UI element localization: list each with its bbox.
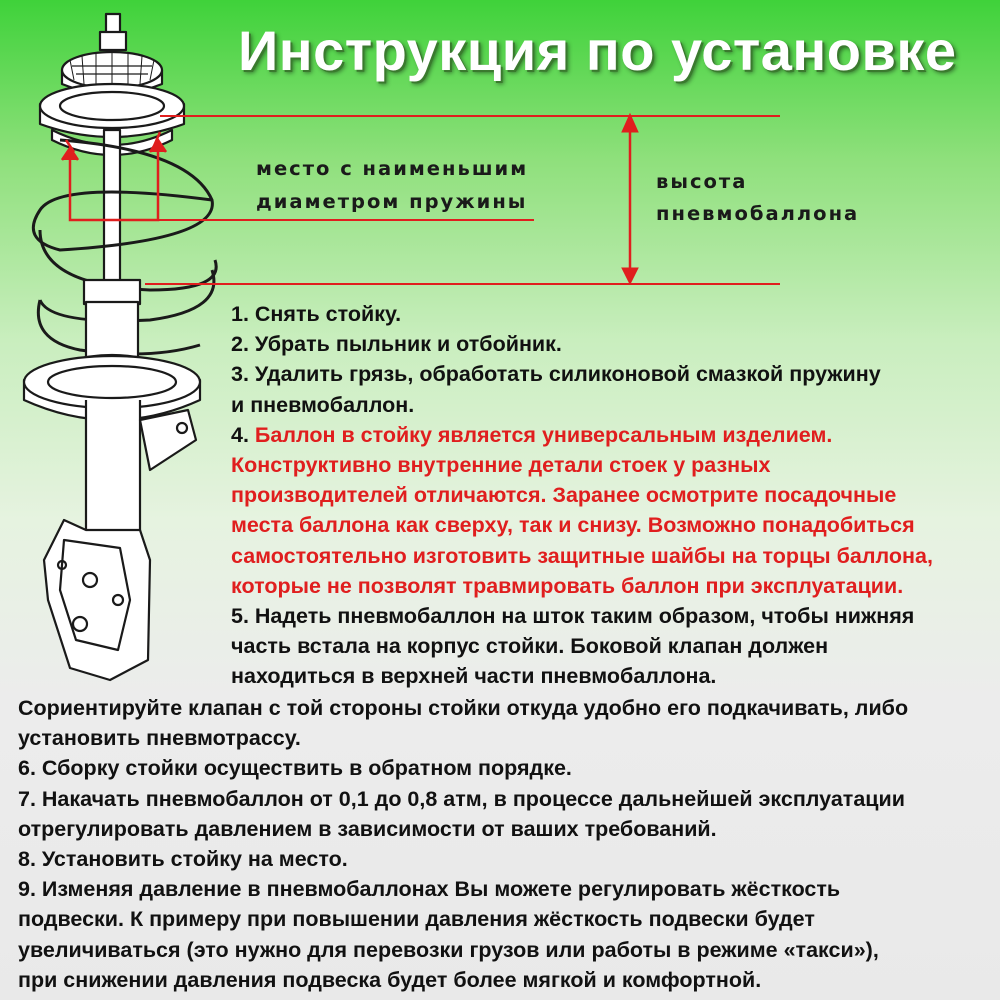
step-line: находиться в верхней части пневмобаллона.	[231, 664, 717, 689]
height-label-line-2: пневмобаллона	[656, 202, 860, 225]
bottom-line: 9. Изменяя давление в пневмобаллонах Вы можете регулировать жёсткость	[18, 877, 841, 902]
bottom-line: отрегулировать давлением в зависимости от ваших требований.	[18, 816, 717, 841]
bottom-instructions	[18, 693, 993, 995]
narrowest-label-line-2: диаметром пружины	[256, 190, 528, 213]
step-line: часть встала на корпус стойки. Боковой клапан должен	[231, 634, 829, 659]
step-line-warning: места баллона как сверху, так и снизу. Возможно понадобиться	[231, 513, 915, 538]
height-arrow-icon	[622, 114, 638, 284]
bottom-line: 7. Накачать пневмобаллон от 0,1 до 0,8 атм, в процессе дальнейшей эксплуатации	[18, 786, 905, 811]
bottom-line: Сориентируйте клапан с той стороны стойки откуда удобно его подкачивать, либо	[18, 696, 909, 720]
step-line-warning: которые не позволят травмировать баллон при эксплуатации.	[231, 573, 904, 598]
step-line-warning: производителей отличаются. Заранее осмотрите посадочные	[231, 483, 897, 508]
step-line: 4. Баллон в стойку является универсальным изделием.	[231, 422, 833, 447]
step-line: и пневмобаллон.	[231, 392, 415, 417]
bottom-line: установить пневмотрассу.	[18, 726, 301, 751]
bottom-line: подвески. К примеру при повышении давления жёсткость подвески будет	[18, 907, 815, 932]
step-line: 5. Надеть пневмобаллон на шток таким образом, чтобы нижняя	[231, 604, 915, 629]
bottom-line: 8. Установить стойку на место.	[18, 847, 348, 872]
shock-absorber-strut-illustration	[24, 14, 216, 680]
page-title: Инструкция по установке	[238, 19, 957, 82]
step-line-warning: Конструктивно внутренние детали стоек у разных	[231, 453, 771, 478]
step-line: 1. Снять стойку.	[231, 302, 402, 326]
steps-list	[231, 299, 1000, 692]
bottom-line: 6. Сборку стойки осуществить в обратном порядке.	[18, 756, 572, 781]
height-label-line-1: высота	[656, 170, 748, 193]
bottom-line: при снижении давления подвеска будет более мягкой и комфортной.	[18, 967, 762, 992]
step-line: 3. Удалить грязь, обработать силиконовой смазкой пружину	[231, 362, 881, 387]
narrowest-label-line-1: место с наименьшим	[256, 157, 529, 180]
step-line: 2. Убрать пыльник и отбойник.	[231, 332, 562, 357]
step-line-warning: самостоятельно изготовить защитные шайбы на торцы баллона,	[231, 543, 933, 568]
bottom-line: увеличиваться (это нужно для перевозки грузов или работы в режиме «такси»),	[18, 937, 879, 962]
